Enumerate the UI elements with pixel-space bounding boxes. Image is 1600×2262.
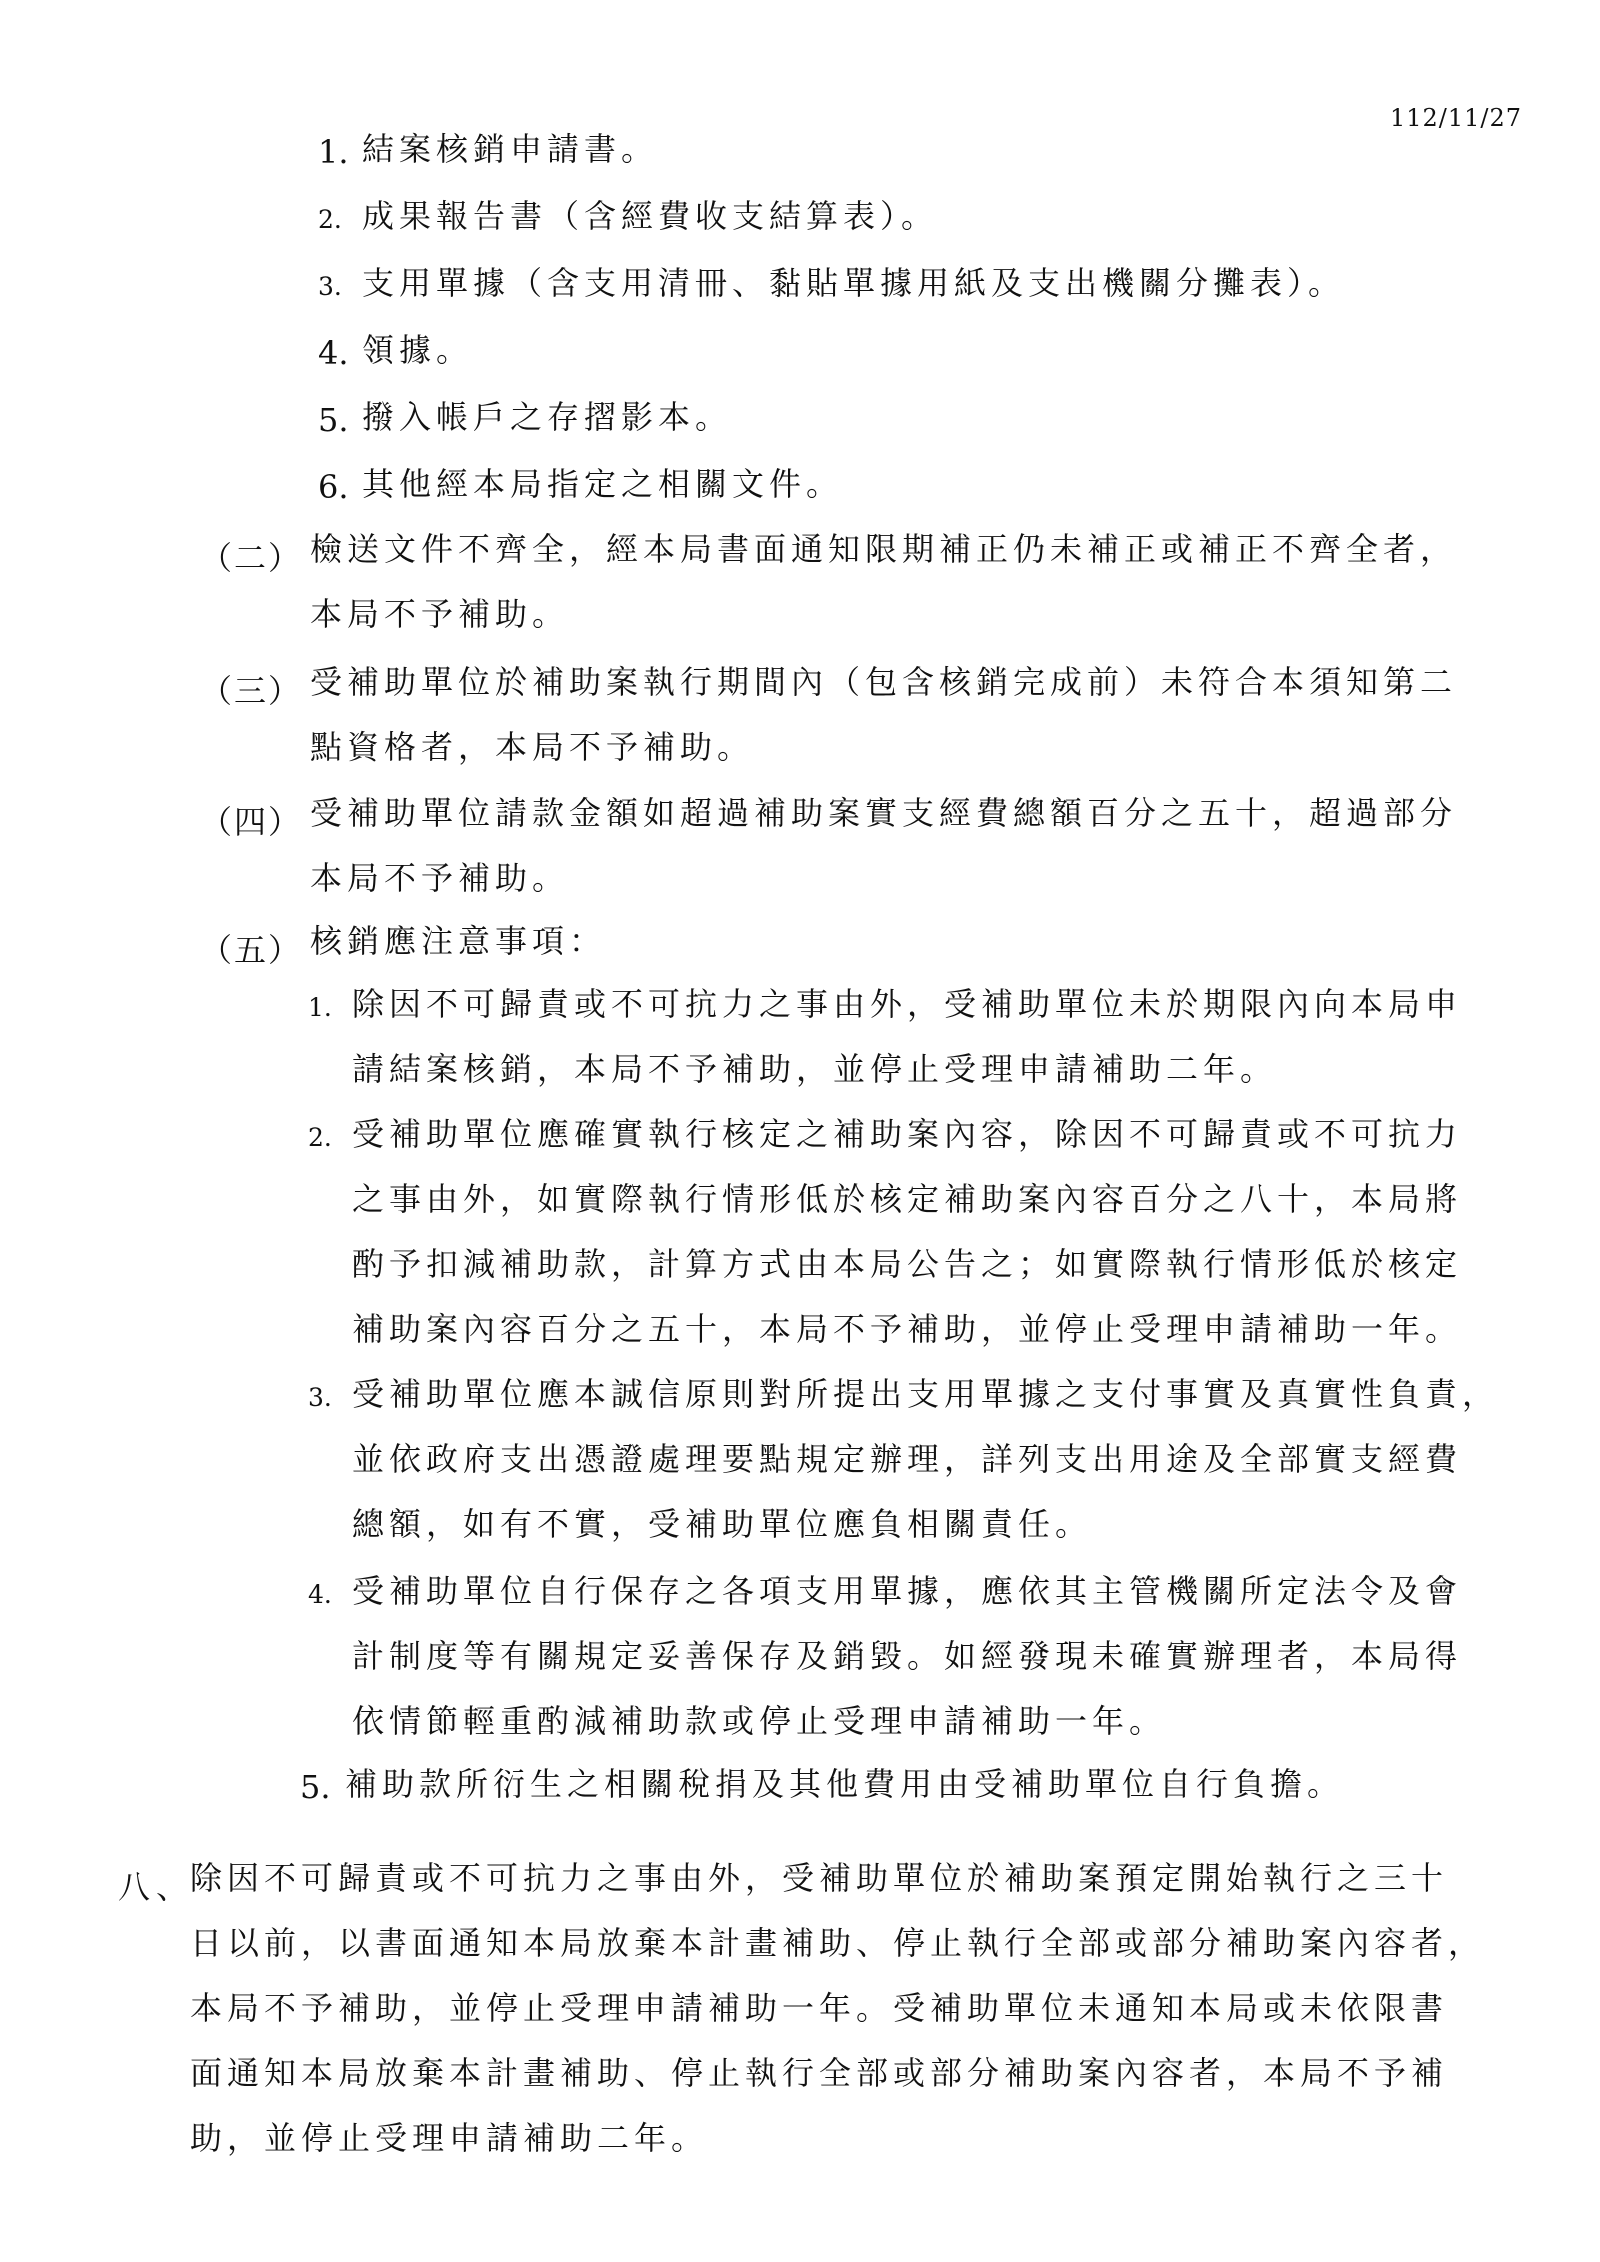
article-line: 面通知本局放棄本計畫補助、停止執行全部或部分補助案內容者，本局不予補 [190, 2054, 1449, 2092]
note-line: 計制度等有關規定妥善保存及銷毀。如經發現未確實辦理者，本局得 [352, 1637, 1463, 1675]
list-item-number: 5. [318, 401, 349, 439]
list-item-number: 2. [318, 205, 342, 234]
article-label: 八、 [118, 1868, 195, 1906]
note-line: 依情節輕重酌減補助款或停止受理申請補助一年。 [352, 1702, 1167, 1740]
note-line: 受補助單位自行保存之各項支用單據，應依其主管機關所定法令及會 [352, 1572, 1463, 1610]
note-line: 總額，如有不實，受補助單位應負相關責任。 [352, 1505, 1093, 1543]
section-label: （五） [200, 931, 303, 969]
list-item-number: 6. [318, 468, 349, 506]
list-item-text: 支用單據（含支用清冊、黏貼單據用紙及支出機關分攤表）。 [362, 264, 1346, 302]
section-label: （四） [200, 803, 303, 841]
section-line: 點資格者，本局不予補助。 [310, 728, 755, 766]
list-item-text: 成果報告書（含經費收支結算表）。 [362, 197, 939, 235]
note-line: 之事由外，如實際執行情形低於核定補助案內容百分之八十，本局將 [352, 1180, 1463, 1218]
note-number: 5. [300, 1768, 331, 1806]
article-line: 助，並停止受理申請補助二年。 [190, 2119, 709, 2157]
document-date: 112/11/27 [1390, 104, 1523, 132]
note-line: 除因不可歸責或不可抗力之事由外，受補助單位未於期限內向本局申 [352, 985, 1463, 1023]
list-item-text: 領據。 [362, 331, 474, 369]
note-line: 並依政府支出憑證處理要點規定辦理，詳列支出用途及全部實支經費 [352, 1440, 1463, 1478]
article-line: 除因不可歸責或不可抗力之事由外，受補助單位於補助案預定開始執行之三十 [190, 1859, 1449, 1897]
note-line: 受補助單位應本誠信原則對所提出支用單據之支付事實及真實性負責， [352, 1375, 1500, 1413]
list-item-number: 3. [318, 272, 342, 301]
section-label: （三） [200, 672, 303, 710]
list-item-text: 其他經本局指定之相關文件。 [362, 465, 844, 503]
article-line: 日以前，以書面通知本局放棄本計畫補助、停止執行全部或部分補助案內容者， [190, 1924, 1486, 1962]
article-line: 本局不予補助，並停止受理申請補助一年。受補助單位未通知本局或未依限書 [190, 1989, 1449, 2027]
list-item-number: 4. [318, 334, 349, 372]
section-line: 檢送文件不齊全，經本局書面通知限期補正仍未補正或補正不齊全者， [310, 530, 1458, 568]
section-line: 本局不予補助。 [310, 859, 570, 897]
note-number: 2. [308, 1123, 332, 1152]
note-line: 酌予扣減補助款，計算方式由本局公告之；如實際執行情形低於核定 [352, 1245, 1463, 1283]
note-number: 4. [308, 1580, 332, 1609]
note-number: 3. [308, 1383, 332, 1412]
list-item-text: 結案核銷申請書。 [362, 130, 659, 168]
list-item-number: 1. [318, 133, 349, 171]
section-line: 本局不予補助。 [310, 595, 570, 633]
note-line: 補助案內容百分之五十，本局不予補助，並停止受理申請補助一年。 [352, 1310, 1463, 1348]
section-label: （二） [200, 539, 303, 577]
note-line: 受補助單位應確實執行核定之補助案內容，除因不可歸責或不可抗力 [352, 1115, 1463, 1153]
note-line: 補助款所衍生之相關稅捐及其他費用由受補助單位自行負擔。 [345, 1765, 1345, 1803]
note-number: 1. [308, 993, 332, 1022]
section-line: 核銷應注意事項： [310, 922, 607, 960]
note-line: 請結案核銷，本局不予補助，並停止受理申請補助二年。 [352, 1050, 1278, 1088]
section-line: 受補助單位於補助案執行期間內（包含核銷完成前）未符合本須知第二 [310, 663, 1458, 701]
section-line: 受補助單位請款金額如超過補助案實支經費總額百分之五十，超過部分 [310, 794, 1458, 832]
list-item-text: 撥入帳戶之存摺影本。 [362, 398, 733, 436]
